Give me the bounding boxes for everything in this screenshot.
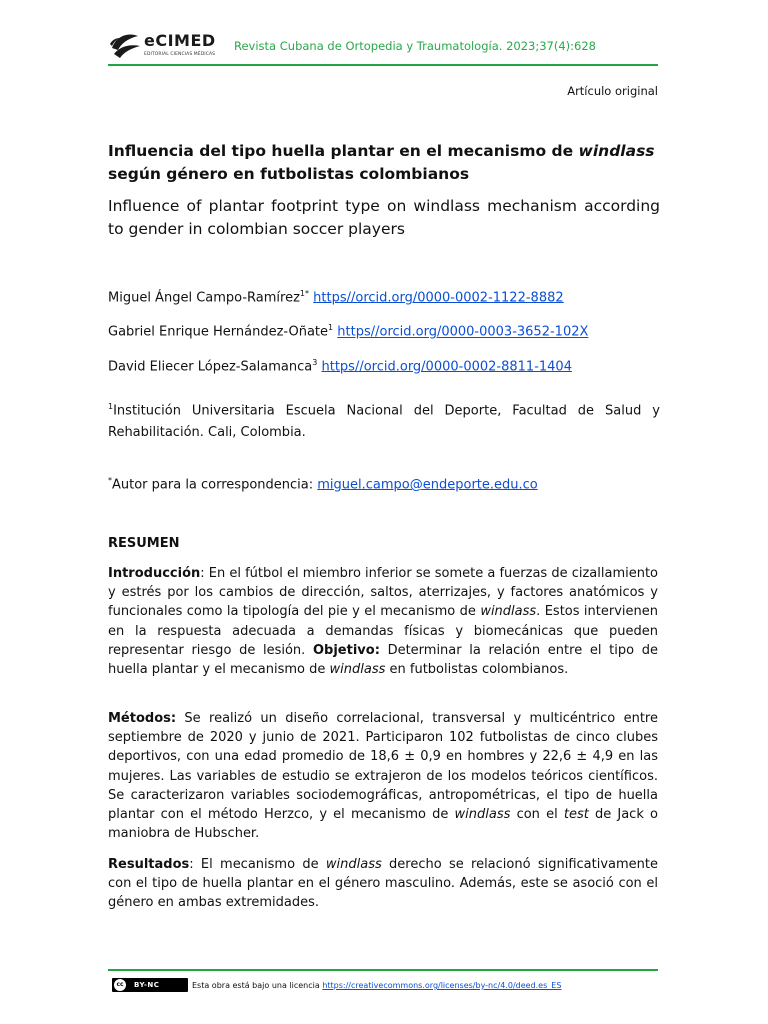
title-spanish: Influencia del tipo huella plantar en el mecanismo de windlass según género en futbolistas colombianos: [108, 142, 655, 183]
cc-icon: cc: [114, 979, 126, 991]
author-name: Miguel Ángel Campo-Ramírez: [108, 290, 300, 306]
author-item: Miguel Ángel Campo-Ramírez$^{1*}$ https//orcid.org/0000-0002-1122-8882: [108, 289, 564, 306]
abstract-results: Resultados: El mecanismo de windlass derecho se relacionó significativamente con el tipo de huella plantar en el género masculino. Además, este se asoció con el género en ambas extremidades.: [108, 857, 658, 911]
license-link[interactable]: https://creativecommons.org/licenses/by-nc/4.0/deed.es_ES: [322, 981, 562, 990]
ecimed-logo: [108, 30, 228, 60]
author-name: David Eliecer López-Salamanca: [108, 358, 313, 374]
orcid-link[interactable]: https//orcid.org/0000-0003-3652-102X: [337, 324, 589, 340]
abstract-methods: Métodos: Se realizó un diseño correlacional, transversal y multicéntrico entre septiembre de 2020 y junio de 2021. Participaron 102 futbolistas de cinco clubes deportivos, con una edad promedio de 18,6 ± 0,9 en hombres y 22,6 ± 4,9 en las mujeres. Las variables de estudio se extrajeron de los modelos teóricos científicos. Se caracterizaron variables sociodemográficas, antropométricas, el tipo de huella plantar con el método Herzco, y el mecanismo de windlass con el test de Jack o maniobra de Hubscher.: [108, 711, 658, 842]
license-text: Esta obra está bajo una licencia https://creativecommons.org/licenses/by-nc/4.0/deed.es_ES: [192, 981, 562, 990]
title-english: Influence of plantar footprint type on windlass mechanism according to gender in colombian soccer players: [108, 197, 660, 238]
author-item: David Eliecer López-Salamanca$^3$ https//orcid.org/0000-0002-8811-1404: [108, 357, 572, 374]
ecimed-leaf-icon: [108, 30, 142, 60]
author-name: Gabriel Enrique Hernández-Oñate: [108, 324, 329, 340]
journal-citation: Revista Cubana de Ortopedia y Traumatología. 2023;37(4):628: [234, 39, 596, 53]
author-item: Gabriel Enrique Hernández-Oñate$^1$ https//orcid.org/0000-0003-3652-102X: [108, 323, 589, 340]
author-list: [108, 279, 668, 382]
journal-header: [108, 30, 658, 60]
cc-license-badge[interactable]: cc BY-NC: [112, 978, 188, 992]
orcid-link[interactable]: https//orcid.org/0000-0002-8811-1404: [321, 358, 572, 374]
email-link[interactable]: miguel.campo@endeporte.edu.co: [317, 477, 538, 493]
license-footer: [108, 975, 668, 995]
logo-text: eCIMED: [144, 31, 216, 50]
abstract-introduction: Introducción: En el fútbol el miembro inferior se somete a fuerzas de cizallamiento y estrés por los cambios de dirección, saltos, aterrizajes, y factores anatómicos y funcionales como la tipología del pie y el mecanismo de windlass. Estos intervienen en la respuesta adecuada a demandas físicas y biomecánicas que pueden representar riesgo de lesión. Objetivo: Determinar la relación entre el tipo de huella plantar y el mecanismo de windlass en futbolistas colombianos.: [108, 566, 659, 678]
correspondence: *Autor para la correspondencia: miguel.campo@endeporte.edu.co: [108, 476, 538, 493]
orcid-link[interactable]: https//orcid.org/0000-0002-1122-8882: [313, 290, 564, 306]
footer-divider: [108, 969, 658, 971]
affiliation: $^1$Institución Universitaria Escuela Nacional del Deporte, Facultad de Salud y Rehabilitación. Cali, Colombia.: [108, 402, 660, 441]
article-type: Artículo original: [567, 84, 658, 98]
header-divider: [108, 64, 658, 66]
abstract-heading: RESUMEN: [108, 536, 180, 551]
logo-subtext: EDITORIAL CIENCIAS MÉDICAS: [144, 52, 216, 57]
